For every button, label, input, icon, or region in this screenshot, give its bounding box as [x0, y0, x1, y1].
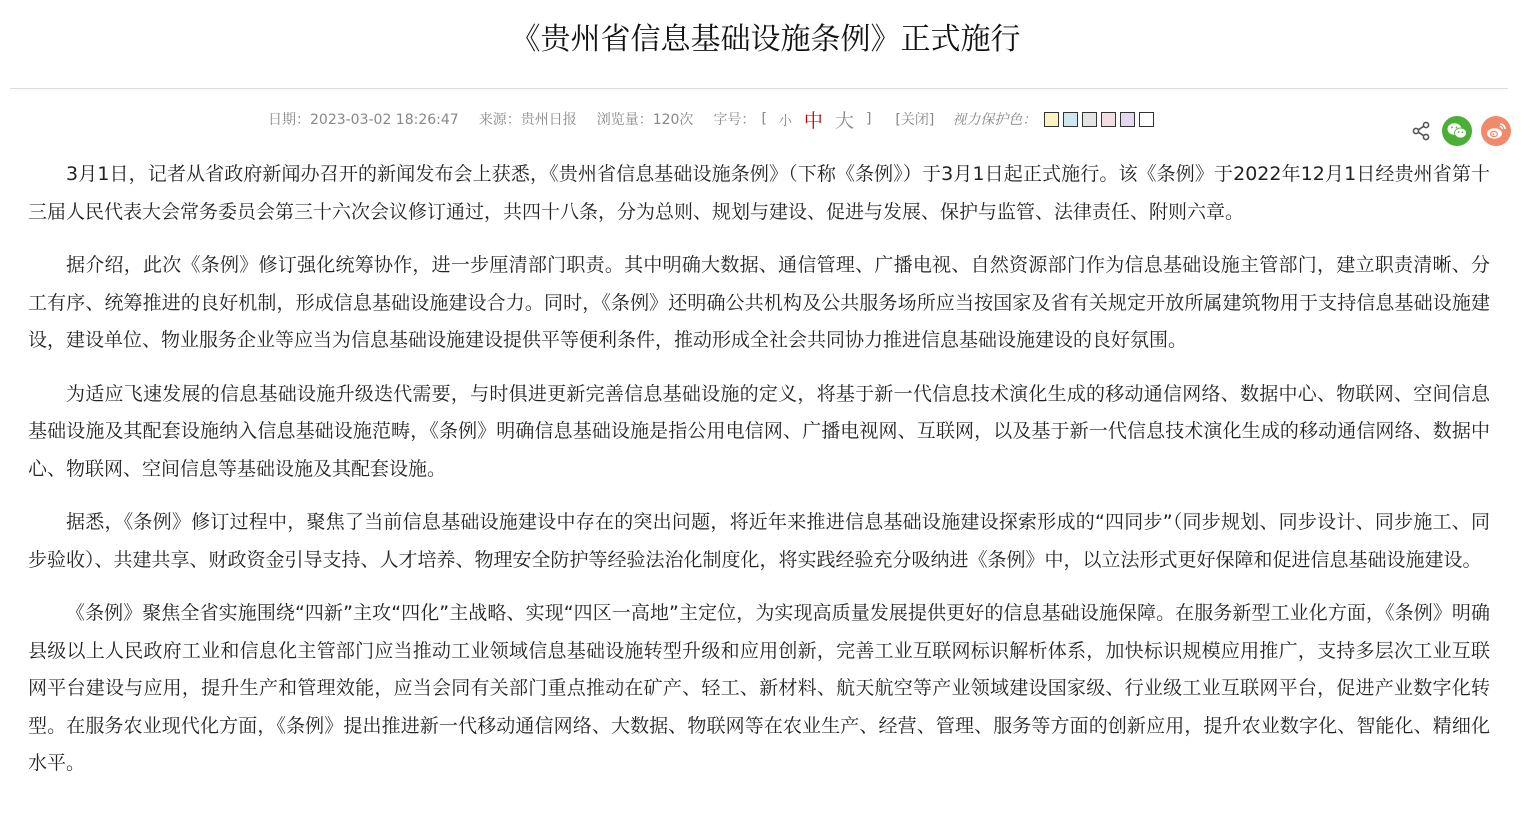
eye-protect-label: 视力保护色： — [952, 112, 1037, 128]
font-size-bracket-open: [ — [761, 111, 767, 127]
article-paragraph: 《条例》聚焦全省实施围绕“四新”主攻“四化”主战略、实现“四区一高地”主定位，为实现高质量发展提供更好的信息基础设施保障。在服务新型工业化方面，《条例》明确县级以上人民政府工业和信息化主管部门应当推动工业领域信息基础设施转型升级和应用创新，完善工业互联网标识解析体系，加快标识规模应用推广，支持多层次工业互联网平台建设与应用，提升生产和管理效能，应当会同有关部门重点推动在矿产、轻工、新材料、航天航空等产业领域建设国家级、行业级工业互联网平台，促进产业数字化转型。在服务农业现代化方面，《条例》提出推进新一代移动通信网络、大数据、物联网等在农业生产、经营、管理、服务等方面的创新应用，提升农业数字化、智能化、精细化水平。 — [28, 602, 1490, 774]
title-divider — [10, 88, 1508, 89]
font-size-control — [713, 106, 877, 133]
close-page-link[interactable]: [关闭] — [895, 112, 935, 128]
article-meta-bar — [268, 107, 1158, 131]
font-size-small-button[interactable]: 小 — [778, 113, 792, 129]
swatch-gray[interactable] — [1082, 112, 1097, 127]
article-title: 《贵州省信息基础设施条例》正式施行 — [510, 22, 1021, 57]
share-icon[interactable] — [1410, 120, 1432, 142]
article-paragraph: 为适应飞速发展的信息基础设施升级迭代需要，与时俱进更新完善信息基础设施的定义，将基于新一代信息技术演化生成的移动通信网络、数据中心、物联网、空间信息基础设施及其配套设施纳入信息基础设施范畴，《条例》明确信息基础设施是指公用电信网、广播电视网、互联网，以及基于新一代信息技术演化生成的移动通信网络、数据中心、物联网、空间信息等基础设施及其配套设施。 — [28, 382, 1490, 480]
article-paragraph: 据介绍，此次《条例》修订强化统筹协作，进一步厘清部门职责。其中明确大数据、通信管理、广播电视、自然资源部门作为信息基础设施主管部门，建立职责清晰、分工有序、统筹推进的良好机制，形成信息基础设施建设合力。同时，《条例》还明确公共机构及公共服务场所应当按国家及省有关规定开放所属建筑物用于支持信息基础设施建设，建设单位、物业服务企业等应当为信息基础设施建设提供平等便利条件，推动形成全社会共同协力推进信息基础设施建设的良好氛围。 — [28, 254, 1490, 351]
swatch-blue[interactable] — [1063, 112, 1078, 127]
view-count: 浏览量：120次 — [596, 112, 694, 128]
font-size-bracket-close: ] — [865, 111, 872, 127]
publish-date: 日期：2023-03-02 18:26:47 — [268, 112, 459, 128]
font-size-label: 字号： — [713, 112, 756, 128]
font-size-large-button[interactable]: 大 — [834, 109, 854, 132]
swatch-purple[interactable] — [1120, 112, 1135, 127]
eye-protect-swatches — [1044, 112, 1158, 127]
wechat-share-icon[interactable] — [1442, 116, 1472, 146]
article-body — [28, 156, 1490, 799]
font-size-medium-button[interactable]: 中 — [803, 109, 823, 132]
article-paragraph: 3月1日，记者从省政府新闻办召开的新闻发布会上获悉，《贵州省信息基础设施条例》（下称《条例》）于3月1日起正式施行。该《条例》于2022年12月1日经贵州省第十三届人民代表大会常务委员会第三十六次会议修订通过，共四十八条，分为总则、规划与建设、促进与发展、保护与监管、法律责任、附则六章。 — [28, 163, 1490, 223]
swatch-yellow[interactable] — [1044, 112, 1059, 127]
source-label: 来源：贵州日报 — [478, 112, 577, 128]
swatch-white[interactable] — [1139, 112, 1154, 127]
weibo-share-icon[interactable] — [1481, 116, 1511, 146]
article-paragraph: 据悉，《条例》修订过程中，聚焦了当前信息基础设施建设中存在的突出问题，将近年来推进信息基础设施建设探索形成的“四同步”（同步规划、同步设计、同步施工、同步验收）、共建共享、财政资金引导支持、人才培养、物理安全防护等经验法治化制度化，将实践经验充分吸纳进《条例》中，以立法形式更好保障和促进信息基础设施建设。 — [28, 511, 1490, 571]
swatch-pink[interactable] — [1101, 112, 1116, 127]
share-bar — [1410, 116, 1520, 146]
